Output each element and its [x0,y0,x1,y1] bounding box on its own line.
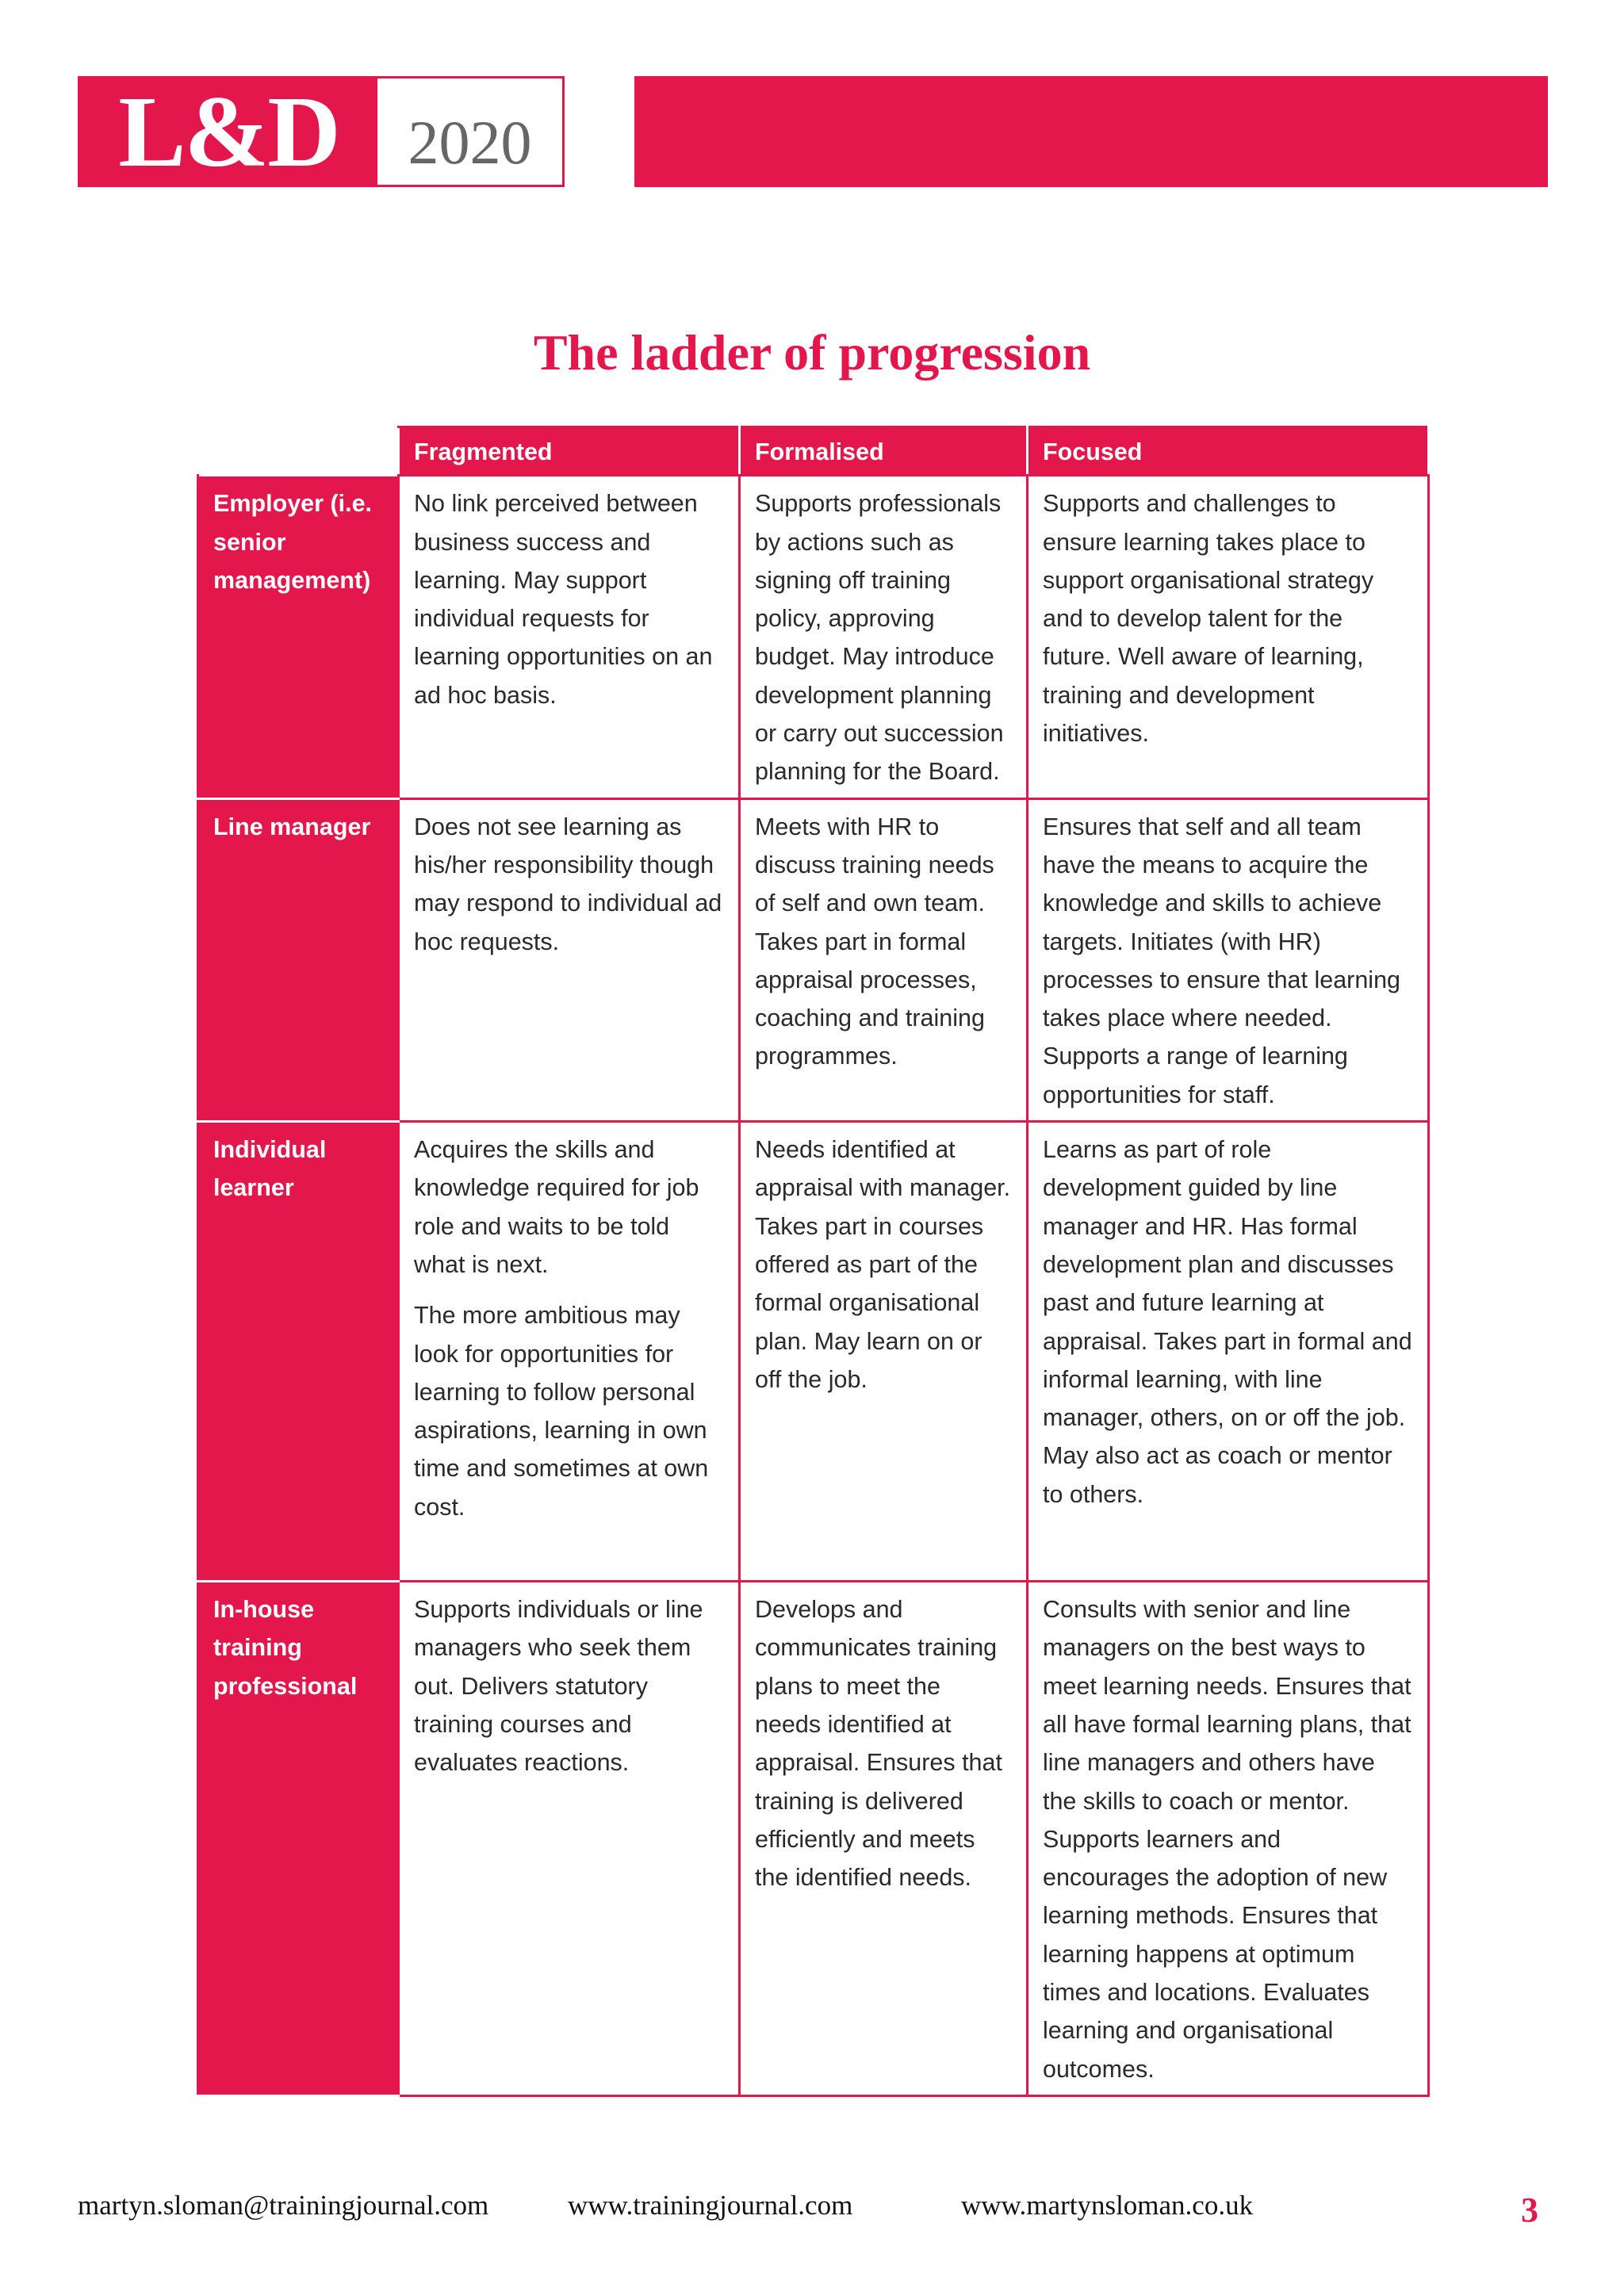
column-header-focused: Focused [1028,427,1429,476]
cell-training-professional-fragmented [399,1582,740,2096]
column-header-fragmented: Fragmented [399,427,740,476]
page-title: The ladder of progression [533,324,1091,381]
cell-text: Develops and communicates training plans to meet the needs identified at appraisal. Ensures that training is delivered efficiently and meets the identified needs. [755,1596,1002,1892]
cell-line-manager-formalised [740,798,1028,1121]
cell-text: Consults with senior and line managers on the best ways to meet learning needs. Ensures that all have formal learning plans, that line managers and others have the skills to coach or mentor. Supports learners and encourages the adoption of new learning methods. Ensures that learning happens at optimum times and locations. Evaluates learning and organisational outcomes. [1043,1596,1411,2083]
cell-employer-fragmented [399,476,740,798]
footer [0,2190,1624,2237]
footer-email: martyn.sloman@trainingjournal.com [78,2190,489,2221]
cell-training-professional-formalised [740,1582,1028,2096]
cell-text: Does not see learning as his/her responsibility though may respond to individual ad hoc requests. [414,813,722,955]
footer-link-martynsloman: www.martynsloman.co.uk [961,2190,1254,2221]
logo [78,76,565,187]
logo-year: 2020 [408,108,532,177]
cell-text: Meets with HR to discuss training needs of self and own team. Takes part in formal appraisal processes, coaching and training programmes. [755,813,994,1070]
page-number: 3 [1521,2191,1538,2229]
table-row [198,1122,1429,1582]
table-row [198,476,1429,798]
row-header-employer: Employer (i.e. senior management) [198,476,399,798]
cell-individual-learner-formalised [740,1122,1028,1582]
header-bar [634,76,1548,187]
corner-cell [198,427,399,476]
cell-text: Ensures that self and all team have the means to acquire the knowledge and skills to achieve targets. Initiates (with HR) processes to ensure that learning takes place where needed. Supports a range of learning opportunities for staff. [1043,813,1400,1108]
column-header-formalised: Formalised [740,427,1028,476]
footer-link-trainingjournal: www.trainingjournal.com [568,2190,853,2221]
cell-line-manager-fragmented [399,798,740,1121]
logo-brand: L&D [80,78,377,185]
cell-text: Supports individuals or line managers who seek them out. Delivers statutory training courses and evaluates reactions. [414,1596,703,1777]
cell-text: Learns as part of role development guided by line manager and HR. Has formal development plan and discusses past and future learning at appraisal. Takes part in formal and informal learning, with line manager, others, on or off the job. May also act as coach or mentor to others. [1043,1136,1412,1508]
cell-text: The more ambitious may look for opportunities for learning to follow personal aspirations, learning in own time and sometimes at own cost. [414,1302,709,1521]
table-row [198,1582,1429,2096]
cell-training-professional-focused [1028,1582,1429,2096]
table-row [198,798,1429,1121]
cell-individual-learner-fragmented [399,1122,740,1582]
row-header-individual-learner: Individual learner [198,1122,399,1582]
cell-text: Needs identified at appraisal with manager. Takes part in courses offered as part of the formal organisational plan. May learn on or off the job. [755,1136,1011,1393]
cell-employer-focused [1028,476,1429,798]
cell-line-manager-focused [1028,798,1429,1121]
cell-text: Acquires the skills and knowledge required for job role and waits to be told what is next. [414,1136,699,1278]
row-header-line-manager: Line manager [198,798,399,1121]
cell-text: No link perceived between business success and learning. May support individual requests for learning opportunities on an ad hoc basis. [414,490,713,709]
ladder-table [197,426,1430,2097]
header-row [198,427,1429,476]
cell-individual-learner-focused [1028,1122,1429,1582]
cell-text: Supports professionals by actions such as signing off training policy, approving budget. May introduce development planning or carry out succession planning for the Board. [755,490,1004,786]
cell-text: Supports and challenges to ensure learning takes place to support organisational strategy and to develop talent for the future. Well aware of learning, training and development initiatives. [1043,490,1374,748]
row-header-training-professional: In-house training professional [198,1582,399,2096]
cell-employer-formalised [740,476,1028,798]
